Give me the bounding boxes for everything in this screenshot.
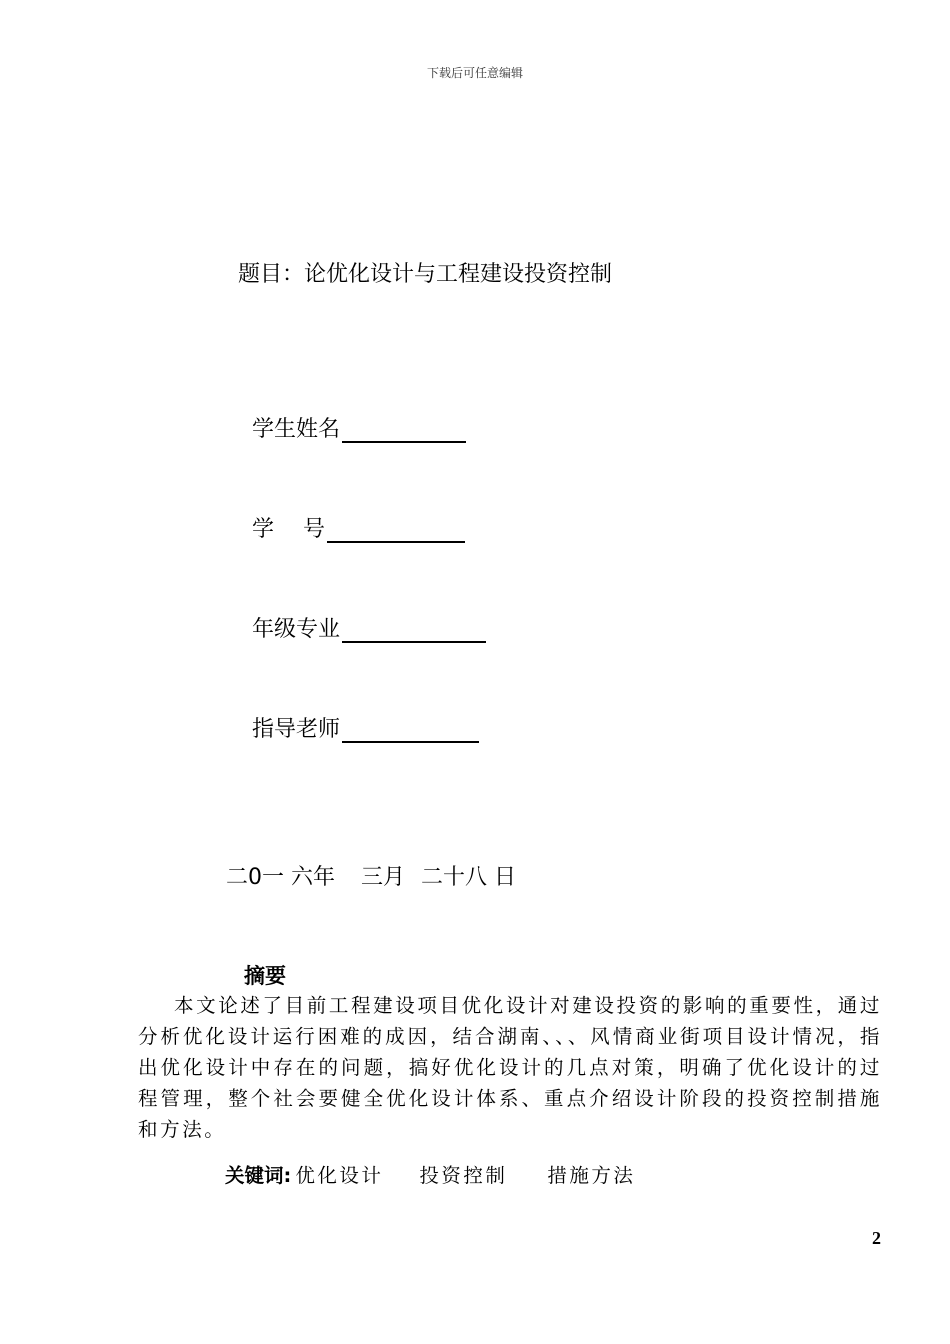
abstract-body: 本文论述了目前工程建设项目优化设计对建设投资的影响的重要性，通过分析优化设计运行困难的成因，结合湖南、、、风情商业街项目设计情况，指出优化设计中存在的问题，搞好优化设计的几点对策，明确了优化设计的过程管理，整个社会要健全优化设计体系、重点介绍设计阶段的投资控制措施和方法。 xyxy=(138,994,882,1141)
abstract-heading: 摘要 xyxy=(244,964,286,988)
keyword-item: 优化设计 xyxy=(295,1164,384,1187)
page-number: 2 xyxy=(872,1228,881,1248)
keywords-label: 关键词: xyxy=(225,1164,292,1187)
date-year: 二0一 六年 xyxy=(226,865,335,890)
date-month: 三月 xyxy=(361,865,406,890)
grade-major-label: 年级专业 xyxy=(252,617,341,642)
advisor-field xyxy=(252,712,479,743)
keyword-item: 措施方法 xyxy=(547,1164,636,1187)
student-name-label: 学生姓名 xyxy=(252,417,341,442)
title-label: 题目： xyxy=(238,262,305,287)
keywords-line xyxy=(225,1160,635,1188)
grade-major-blank[interactable] xyxy=(342,615,486,643)
student-name-blank[interactable] xyxy=(342,415,466,443)
header-note: 下载后可任意编辑 xyxy=(426,66,523,80)
student-id-label: 学 号 xyxy=(252,517,325,542)
student-id-field xyxy=(252,512,465,543)
date-day: 二十八 日 xyxy=(421,865,517,890)
advisor-blank[interactable] xyxy=(342,715,479,743)
keyword-item: 投资控制 xyxy=(419,1164,508,1187)
grade-major-field xyxy=(252,612,486,643)
student-id-blank[interactable] xyxy=(327,515,465,543)
student-name-field xyxy=(252,412,466,443)
thesis-title xyxy=(238,257,612,288)
advisor-label: 指导老师 xyxy=(252,717,341,742)
title-text: 论优化设计与工程建设投资控制 xyxy=(304,262,613,287)
submission-date xyxy=(226,860,516,891)
